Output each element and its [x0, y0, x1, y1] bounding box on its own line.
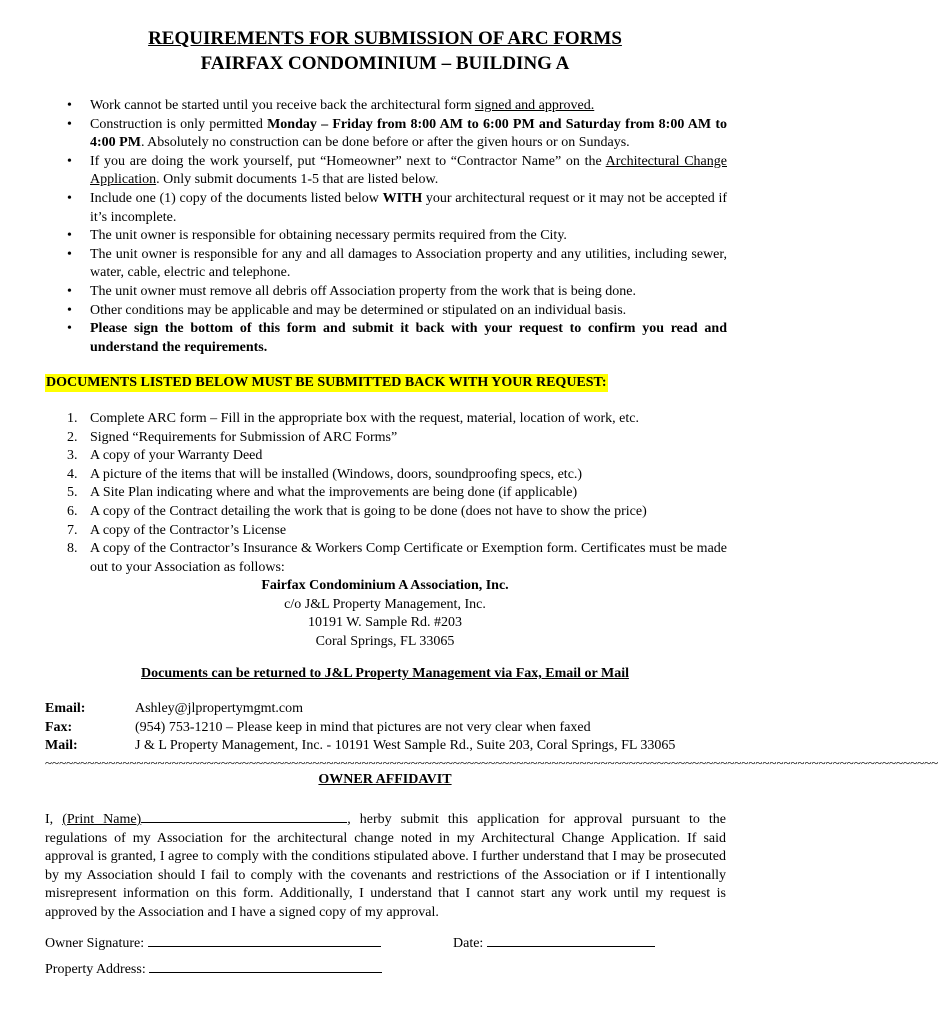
mail-label: Mail:	[45, 738, 78, 754]
email-label: Email:	[45, 701, 86, 716]
contact-row-fax	[45, 719, 675, 738]
property-address-field[interactable]	[149, 958, 382, 973]
fax-value: (954) 753-1210 – Please keep in mind that pictures are not very clear when faxed	[135, 719, 591, 735]
address-line: c/o J&L Property Management, Inc.	[284, 596, 486, 612]
page-title: REQUIREMENTS FOR SUBMISSION OF ARC FORMS	[148, 28, 622, 49]
list-item: • The unit owner must remove all debris off Association property from the work that is being done.	[67, 283, 727, 302]
list-item: • Other conditions may be applicable and may be determined or stipulated on an individual basis.	[67, 302, 727, 321]
list-item: • The unit owner is responsible for any and all damages to Association property and any utilities, including sewer, water, cable, electric and telephone.	[67, 246, 727, 283]
address-line: Coral Springs, FL 33065	[315, 633, 455, 649]
date-field[interactable]	[487, 932, 655, 947]
list-item: • Construction is only permitted Monday – Friday from 8:00 AM to 6:00 PM and Saturday from 8:00 AM to 4:00 PM. Absolutely no construction can be done before or after the given hours or on Sundays.	[67, 116, 727, 153]
property-address-label: Property Address:	[45, 962, 146, 977]
association-address	[0, 577, 770, 651]
date-row	[453, 932, 655, 953]
print-name-field[interactable]	[141, 808, 347, 823]
list-item: 8. A copy of the Contractor’s Insurance & Workers Comp Certificate or Exemption form. Certificates must be made out to your Association as follows:	[67, 541, 727, 575]
documents-heading: DOCUMENTS LISTED BELOW MUST BE SUBMITTED BACK WITH YOUR REQUEST:	[46, 375, 607, 390]
list-item: 3. A copy of your Warranty Deed	[67, 448, 263, 464]
owner-signature-label: Owner Signature:	[45, 936, 145, 951]
list-item: • Include one (1) copy of the documents listed below WITH your architectural request or it may not be accepted if it’s incomplete.	[67, 190, 727, 227]
fax-label: Fax:	[45, 719, 73, 735]
affidavit-text: I, (Print Name) , herby submit this application for approval pursuant to the regulations of my Association for the architectural change noted in my Architectural Change Application. If said approval is granted, I agree to comply with the conditions stipulated above. I further understand that I may be prosecuted by my Association should I fail to comply with the covenants and restrictions of the Association or if I intentionally misrepresent information on this form. Additionally, I understand that I cannot start any work until my request is approved by the Association and I have a signed copy of my approval.	[45, 808, 726, 923]
contact-info	[45, 700, 675, 756]
list-item: 1. Complete ARC form – Fill in the appropriate box with the request, material, location of work, etc.	[67, 411, 639, 426]
contact-row-email	[45, 700, 675, 719]
list-item: 7. A copy of the Contractor’s License	[67, 522, 287, 538]
list-item: 6. A copy of the Contract detailing the work that is going to be done (does not have to show the price)	[67, 503, 647, 519]
contact-row-mail	[45, 737, 675, 756]
email-value: Ashley@jlpropertymgmt.com	[135, 701, 304, 716]
tilde-divider: ~~~~~~~~~~~~~~~~~~~~~~~~~~~~~~~~~~~~~~~~~~~~~~~~~~~~~~~~~~~~~~~~~~~~~~~~~~~~~~~~~~~~~~~~~~~~~~~~~~~~~~~~~~~~~~~~~~~~~~~~~~~~~~~	[45, 755, 938, 770]
list-item: 4. A picture of the items that will be installed (Windows, doors, soundproofing specs, etc.)	[67, 466, 583, 482]
affidavit-title: OWNER AFFIDAVIT	[318, 772, 452, 787]
documents-list	[67, 410, 727, 577]
list-item: • Work cannot be started until you receive back the architectural form signed and approved.	[67, 97, 727, 116]
list-item: • The unit owner is responsible for obtaining necessary permits required from the City.	[67, 227, 727, 246]
owner-signature-field[interactable]	[148, 932, 381, 947]
page-subtitle: FAIRFAX CONDOMINIUM – BUILDING A	[200, 53, 570, 74]
mail-value: J & L Property Management, Inc. - 10191 West Sample Rd., Suite 203, Coral Springs, FL 33065	[135, 738, 676, 754]
list-item: 5. A Site Plan indicating where and what the improvements are being done (if applicable)	[67, 485, 578, 501]
list-item: • Please sign the bottom of this form and submit it back with your request to confirm you read and understand the requirements.	[67, 320, 727, 357]
list-item: • If you are doing the work yourself, put “Homeowner” next to “Contractor Name” on the Architectural Change Application. Only submit documents 1-5 that are listed below.	[67, 153, 727, 190]
requirements-list	[67, 97, 727, 357]
property-address-row	[45, 958, 382, 979]
print-name-label: (Print Name)	[62, 812, 142, 827]
owner-signature-row	[45, 932, 381, 953]
address-line: 10191 W. Sample Rd. #203	[307, 615, 462, 631]
return-note: Documents can be returned to J&L Property Management via Fax, Email or Mail	[141, 666, 629, 681]
date-label: Date:	[453, 936, 484, 951]
association-name: Fairfax Condominium A Association, Inc.	[261, 578, 509, 593]
list-item: 2. Signed “Requirements for Submission of ARC Forms”	[67, 429, 398, 445]
